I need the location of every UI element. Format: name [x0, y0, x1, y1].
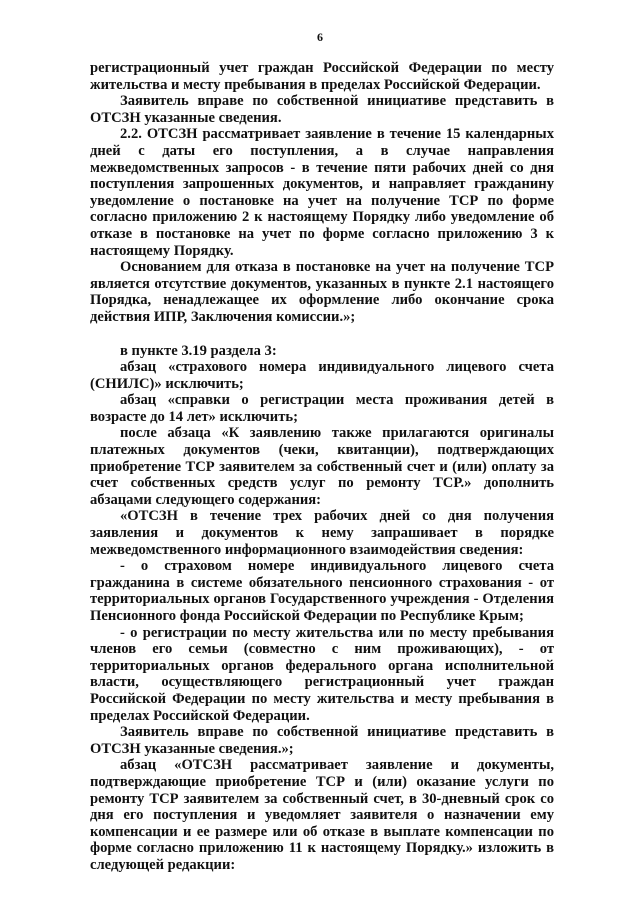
paragraph: Заявитель вправе по собственной инициативе представить в ОТСЗН указанные сведения.»; — [90, 724, 554, 757]
paragraph: в пункте 3.19 раздела 3: — [120, 342, 277, 359]
paragraph: после абзаца «К заявлению также прилагаются оригиналы платежных документов (чеки, квитанции), подтверждающих приобретение ТСР заявителем за собственный счет и (или) оплату за счет собственных средств услуг по ремонту ТСР.» дополнить абзацами следующего содержания: — [90, 425, 554, 508]
paragraph: - о страховом номере индивидуального лицевого счета гражданина в системе обязательного пенсионного страхования - от территориальных органов Государственного учреждения - Отделения Пенсионного фонда Российской Федерации по Республике Крым; — [90, 558, 554, 624]
paragraph: 2.2. ОТСЗН рассматривает заявление в течение 15 календарных дней с даты его поступления, а в случае направления межведомственных запросов - в течение пяти рабочих дней со дня поступления запрошенных документов, и направляет гражданину уведомление о постановке на учет на получение ТСР по форме согласно приложению 2 к настоящему Порядку либо уведомление об отказе в постановке на учет по форме согласно приложению 3 к настоящему Порядку. — [90, 126, 554, 259]
paragraph: абзац «страхового номера индивидуального лицевого счета (СНИЛС)» исключить; — [90, 359, 554, 392]
document-body — [90, 60, 554, 874]
paragraph: - о регистрации по месту жительства или по месту пребывания членов его семьи (совместно с ним проживающих), - от территориальных органов федерального органа исполнительной власти, осуществляющего регистрационный учет граждан Российской Федерации по месту жительства и месту пребывания в пределах Российской Федерации. — [90, 624, 554, 724]
page-number: 6 — [317, 30, 323, 44]
paragraph: «ОТСЗН в течение трех рабочих дней со дня получения заявления и документов к нему запрашивает в порядке межведомственного информационного взаимодействия сведения: — [90, 508, 554, 558]
paragraph: абзац «справки о регистрации места проживания детей в возрасте до 14 лет» исключить; — [90, 392, 554, 425]
paragraph: Заявитель вправе по собственной инициативе представить в ОТСЗН указанные сведения. — [90, 93, 554, 126]
paragraph: абзац «ОТСЗН рассматривает заявление и документы, подтверждающие приобретение ТСР и (или) оказание услуги по ремонту ТСР заявителем за собственный счет, в 30-дневный срок со дня его поступления и уведомляет заявителя о назначении ему компенсации и ее размере или об отказе в выплате компенсации по форме согласно приложению 11 к настоящему Порядку.» изложить в следующей редакции: — [90, 757, 554, 873]
paragraph: регистрационный учет граждан Российской Федерации по месту жительства и месту пребывания в пределах Российской Федерации. — [90, 60, 554, 93]
paragraph: Основанием для отказа в постановке на учет на получение ТСР является отсутствие документов, указанных в пункте 2.1 настоящего Порядка, ненадлежащее их оформление либо окончание срока действия ИПР, Заключения комиссии.»; — [90, 259, 554, 325]
